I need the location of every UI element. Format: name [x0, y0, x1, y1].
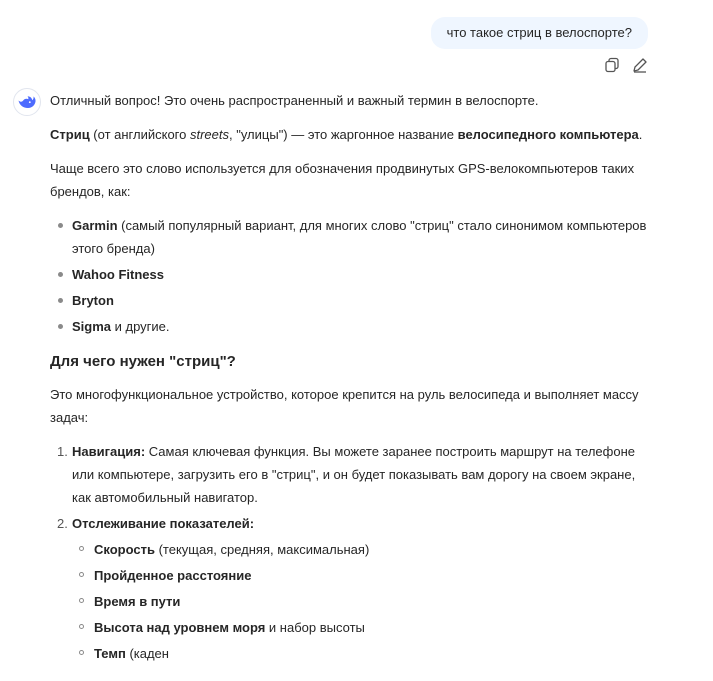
edit-icon[interactable] [631, 56, 649, 74]
usage-paragraph: Чаще всего это слово используется для обозначения продвинутых GPS-велокомпьютеров таких брендов, как: [50, 161, 635, 199]
assistant-response [50, 89, 650, 668]
definition-highlight: велосипедного компьютера [457, 127, 639, 142]
list-item: 2. Отслеживание показателей: Скорость (текущая, средняя, максимальная) Пройденное расстояние Время в пути Высота над уровнем моря и набор высоты Темп (каден [50, 512, 650, 665]
copy-icon[interactable] [603, 56, 621, 74]
list-item: Bryton [50, 289, 650, 312]
definition-term: Стриц [50, 127, 90, 142]
list-item: Высота над уровнем моря и набор высоты [72, 616, 650, 639]
purpose-paragraph: Это многофункциональное устройство, которое крепится на руль велосипеда и выполняет массу задач: [50, 387, 639, 425]
list-item: Скорость (текущая, средняя, максимальная) [72, 538, 650, 561]
whale-logo-icon [17, 94, 37, 110]
user-message-bubble [431, 17, 648, 49]
message-actions [603, 56, 649, 74]
list-item: 1. Навигация: Самая ключевая функция. Вы можете заранее построить маршрут на телефоне или компьютере, загрузить его в "стриц", и он будет показывать вам дорогу на своем экране, как автомобильный навигатор. [57, 444, 636, 505]
list-item: Garmin (самый популярный вариант, для многих слово "стриц" стало синонимом компьютеров этого бренда) [50, 214, 650, 260]
task-list [50, 440, 650, 665]
definition-paragraph: Стриц (от английского streets, "улицы") — это жаргонное название велосипедного компьютера. [50, 127, 643, 142]
list-item: Время в пути [72, 590, 650, 613]
metrics-list [72, 538, 650, 665]
list-item: Sigma и другие. [50, 315, 650, 338]
brand-list [50, 214, 650, 338]
user-message-text: что такое стриц в велоспорте? [446, 25, 632, 40]
list-item: Пройденное расстояние [72, 564, 650, 587]
assistant-avatar [13, 88, 41, 116]
section-heading: Для чего нужен "стриц"? [50, 353, 236, 370]
list-item: Wahoo Fitness [50, 263, 650, 286]
list-item: Темп (каден [72, 642, 650, 665]
intro-paragraph: Отличный вопрос! Это очень распространенный и важный термин в велоспорте. [50, 93, 539, 108]
